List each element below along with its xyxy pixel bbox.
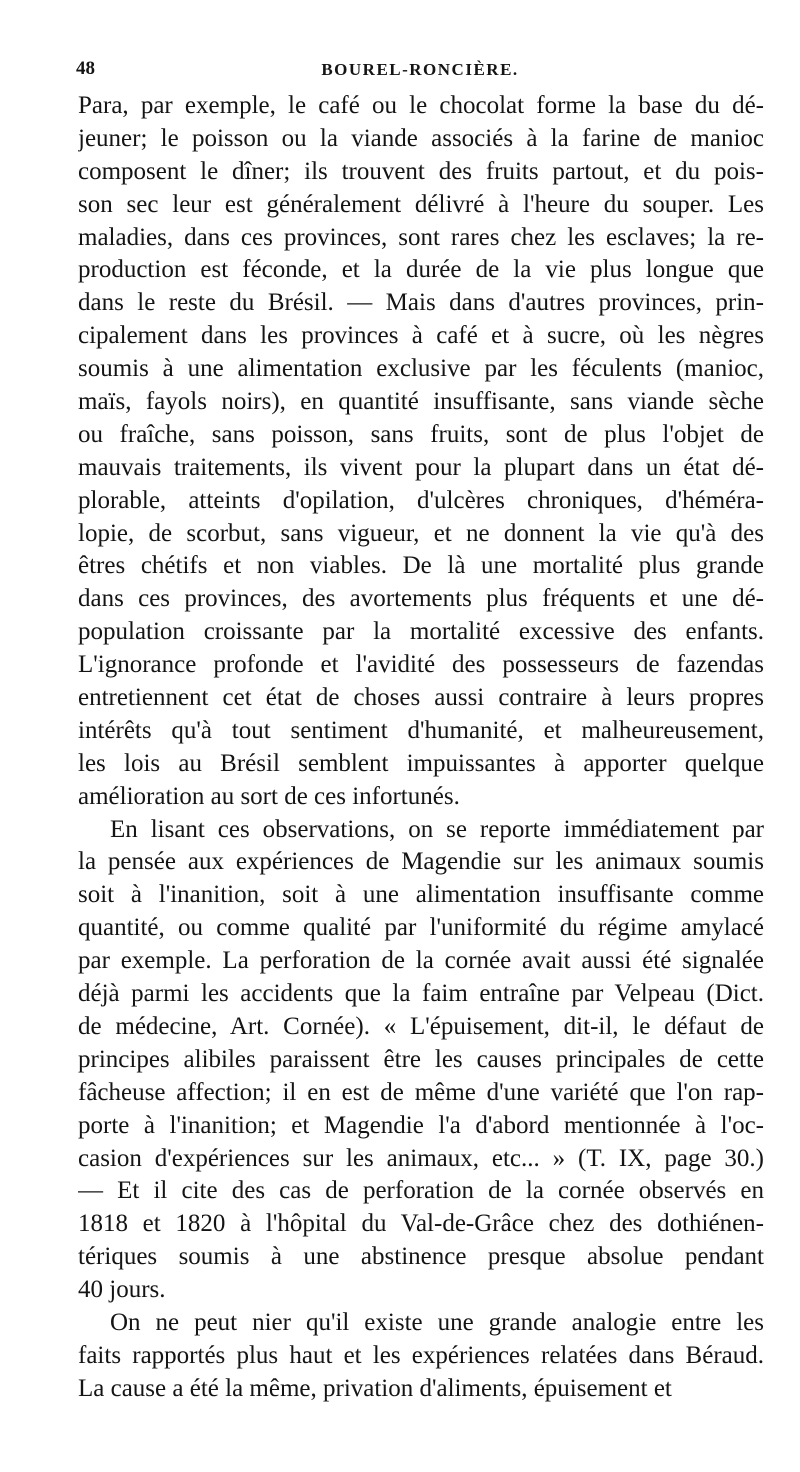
text-line: mauvais traitements, ils vivent pour la plupart dans un état dé-	[78, 453, 764, 481]
text-line: déjà parmi les accidents que la faim entraîne par Velpeau (Dict.	[78, 980, 764, 1008]
text-line: ou fraîche, sans poisson, sans fruits, sont de plus l'objet de	[78, 420, 764, 448]
text-line: — Et il cite des cas de perforation de la cornée observés en	[78, 1177, 764, 1205]
text-line: son sec leur est généralement délivré à l'heure du souper. Les	[78, 190, 764, 218]
text-line: êtres chétifs et non viables. De là une mortalité plus grande	[78, 552, 764, 580]
text-line: cipalement dans les provinces à café et à sucre, où les nègres	[78, 322, 764, 350]
text-line: La cause a été la même, privation d'aliments, épuisement et	[78, 1374, 672, 1402]
text-line: plorable, atteints d'opilation, d'ulcères chroniques, d'héméra-	[78, 486, 764, 514]
text-line: faits rapportés plus haut et les expériences relatées dans Béraud.	[78, 1341, 764, 1369]
text-line: Para, par exemple, le café ou le chocolat forme la base du dé-	[78, 92, 764, 119]
text-line: maladies, dans ces provinces, sont rares chez les esclaves; la re-	[78, 223, 764, 251]
text-line: On ne peut nier qu'il existe une grande analogie entre les	[110, 1308, 764, 1336]
text-line: En lisant ces observations, on se reporte immédiatement par	[110, 815, 764, 843]
text-line: la pensée aux expériences de Magendie sur les animaux soumis	[78, 848, 764, 876]
text-line: L'ignorance profonde et l'avidité des possesseurs de fazendas	[78, 651, 764, 679]
text-line: tériques soumis à une abstinence presque absolue pendant	[78, 1243, 764, 1271]
text-line: 40 jours.	[78, 1276, 166, 1304]
text-line: fâcheuse affection; il en est de même d'une variété que l'on rap-	[78, 1078, 764, 1106]
paragraph	[78, 814, 764, 1307]
text-line: porte à l'inanition; et Magendie l'a d'abord mentionnée à l'oc-	[78, 1111, 764, 1139]
paragraph	[78, 90, 764, 814]
text-line: amélioration au sort de ces infortunés.	[78, 782, 460, 810]
page-number: 48	[76, 58, 95, 79]
text-line: intérêts qu'à tout sentiment d'humanité, et malheureusement,	[78, 716, 764, 744]
text-line: lopie, de scorbut, sans vigueur, et ne donnent la vie qu'à des	[78, 519, 764, 547]
text-line: casion d'expériences sur les animaux, etc... » (T. IX, page 30.)	[78, 1144, 764, 1172]
body-text	[78, 90, 764, 1406]
text-line: les lois au Brésil semblent impuissantes à apporter quelque	[78, 749, 764, 777]
text-line: soit à l'inanition, soit à une alimentation insuffisante comme	[78, 881, 764, 909]
text-line: production est féconde, et la durée de la vie plus longue que	[78, 256, 764, 284]
text-line: 1818 et 1820 à l'hôpital du Val-de-Grâce chez des dothiénen-	[78, 1210, 764, 1238]
text-line: entretiennent cet état de choses aussi contraire à leurs propres	[78, 684, 764, 712]
text-line: de médecine, Art. Cornée). « L'épuisement, dit-il, le défaut de	[78, 1012, 764, 1040]
text-line: maïs, fayols noirs), en quantité insuffisante, sans viande sèche	[78, 388, 764, 416]
paragraph	[78, 1307, 764, 1406]
text-line: jeuner; le poisson ou la viande associés à la farine de manioc	[78, 124, 764, 152]
text-line: population croissante par la mortalité excessive des enfants.	[78, 618, 764, 646]
text-line: dans le reste du Brésil. — Mais dans d'autres provinces, prin-	[78, 289, 764, 317]
text-line: par exemple. La perforation de la cornée avait aussi été signalée	[78, 947, 764, 975]
text-line: principes alibiles paraissent être les causes principales de cette	[78, 1045, 764, 1073]
running-head	[74, 58, 766, 84]
running-title: BOUREL-RONCIÈRE.	[321, 60, 519, 79]
text-line: quantité, ou comme qualité par l'uniformité du régime amylacé	[78, 914, 764, 942]
text-line: composent le dîner; ils trouvent des fruits partout, et du pois-	[78, 157, 764, 185]
text-line: soumis à une alimentation exclusive par les féculents (manioc,	[78, 355, 764, 383]
text-line: dans ces provinces, des avortements plus fréquents et une dé-	[78, 585, 764, 613]
